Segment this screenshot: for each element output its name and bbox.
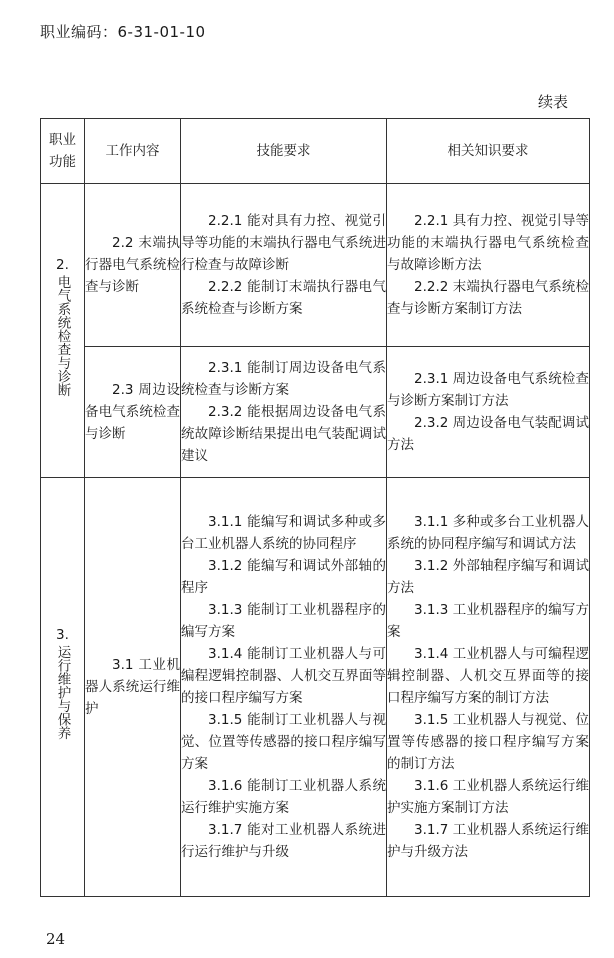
header-content: 工作内容 xyxy=(85,119,181,184)
table-row xyxy=(41,478,590,897)
knowledge-cell xyxy=(387,184,590,347)
knowledge-item: 3.1.6 工业机器人系统运行维护实施方案制订方法 xyxy=(387,778,589,816)
page-number: 24 xyxy=(46,930,66,948)
function-name: 运行维护与保养 xyxy=(54,645,71,740)
skill-item: 3.1.1 能编写和调试多种或多台工业机器人系统的协同程序 xyxy=(181,514,386,552)
knowledge-item: 3.1.5 工业机器人与视觉、位置等传感器的接口程序编写方案的制订方法 xyxy=(387,712,589,772)
work-content-text: 2.2 末端执行器电气系统检查与诊断 xyxy=(85,235,180,295)
function-number: 2. xyxy=(56,257,69,274)
knowledge-cell xyxy=(387,347,590,478)
work-content-cell xyxy=(85,478,181,897)
function-cell xyxy=(41,478,85,897)
knowledge-item: 2.3.2 周边设备电气装配调试方法 xyxy=(387,415,589,453)
work-content-cell xyxy=(85,347,181,478)
occupation-code: 职业编码：6-31-01-10 xyxy=(40,23,206,41)
skills-cell xyxy=(181,478,387,897)
skill-item: 3.1.7 能对工业机器人系统进行运行维护与升级 xyxy=(181,822,386,860)
skills-table xyxy=(40,118,590,897)
knowledge-item: 3.1.2 外部轴程序编写和调试方法 xyxy=(387,558,589,596)
knowledge-item: 2.3.1 周边设备电气系统检查与诊断方案制订方法 xyxy=(387,371,589,409)
knowledge-item: 3.1.7 工业机器人系统运行维护与升级方法 xyxy=(387,822,589,860)
skill-item: 3.1.2 能编写和调试外部轴的程序 xyxy=(181,558,386,596)
knowledge-item: 2.2.2 末端执行器电气系统检查与诊断方案制订方法 xyxy=(387,279,589,317)
skill-item: 2.3.2 能根据周边设备电气系统故障诊断结果提出电气装配调试建议 xyxy=(181,404,386,464)
table-header-row xyxy=(41,119,590,184)
skills-cell xyxy=(181,184,387,347)
work-content-text: 3.1 工业机器人系统运行维护 xyxy=(85,657,180,717)
header-skills: 技能要求 xyxy=(181,119,387,184)
work-content-text: 2.3 周边设备电气系统检查与诊断 xyxy=(85,382,180,442)
skill-item: 3.1.6 能制订工业机器人系统运行维护实施方案 xyxy=(181,778,386,816)
skills-cell xyxy=(181,347,387,478)
table-row xyxy=(41,184,590,347)
header-function: 职业功能 xyxy=(41,119,85,184)
skill-item: 3.1.5 能制订工业机器人与视觉、位置等传感器的接口程序编写方案 xyxy=(181,712,386,772)
skill-item: 2.3.1 能制订周边设备电气系统检查与诊断方案 xyxy=(181,360,386,398)
work-content-cell xyxy=(85,184,181,347)
knowledge-item: 3.1.3 工业机器程序的编写方案 xyxy=(387,602,589,640)
function-name: 电气系统检查与诊断 xyxy=(54,275,71,397)
continued-label: 续表 xyxy=(537,93,568,111)
skill-item: 3.1.4 能制订工业机器人与可编程逻辑控制器、人机交互界面等的接口程序编写方案 xyxy=(181,646,386,706)
table-row xyxy=(41,347,590,478)
knowledge-cell xyxy=(387,478,590,897)
skill-item: 2.2.2 能制订末端执行器电气系统检查与诊断方案 xyxy=(181,279,386,317)
knowledge-item: 3.1.1 多种或多台工业机器人系统的协同程序编写和调试方法 xyxy=(387,514,589,552)
skill-item: 2.2.1 能对具有力控、视觉引导等功能的末端执行器电气系统进行检查与故障诊断 xyxy=(181,213,386,273)
header-knowledge: 相关知识要求 xyxy=(387,119,590,184)
function-cell xyxy=(41,184,85,478)
function-number: 3. xyxy=(56,627,69,644)
knowledge-item: 3.1.4 工业机器人与可编程逻辑控制器、人机交互界面等的接口程序编写方案的制订方法 xyxy=(387,646,589,706)
skill-item: 3.1.3 能制订工业机器程序的编写方案 xyxy=(181,602,386,640)
knowledge-item: 2.2.1 具有力控、视觉引导等功能的末端执行器电气系统检查与故障诊断方法 xyxy=(387,213,589,273)
